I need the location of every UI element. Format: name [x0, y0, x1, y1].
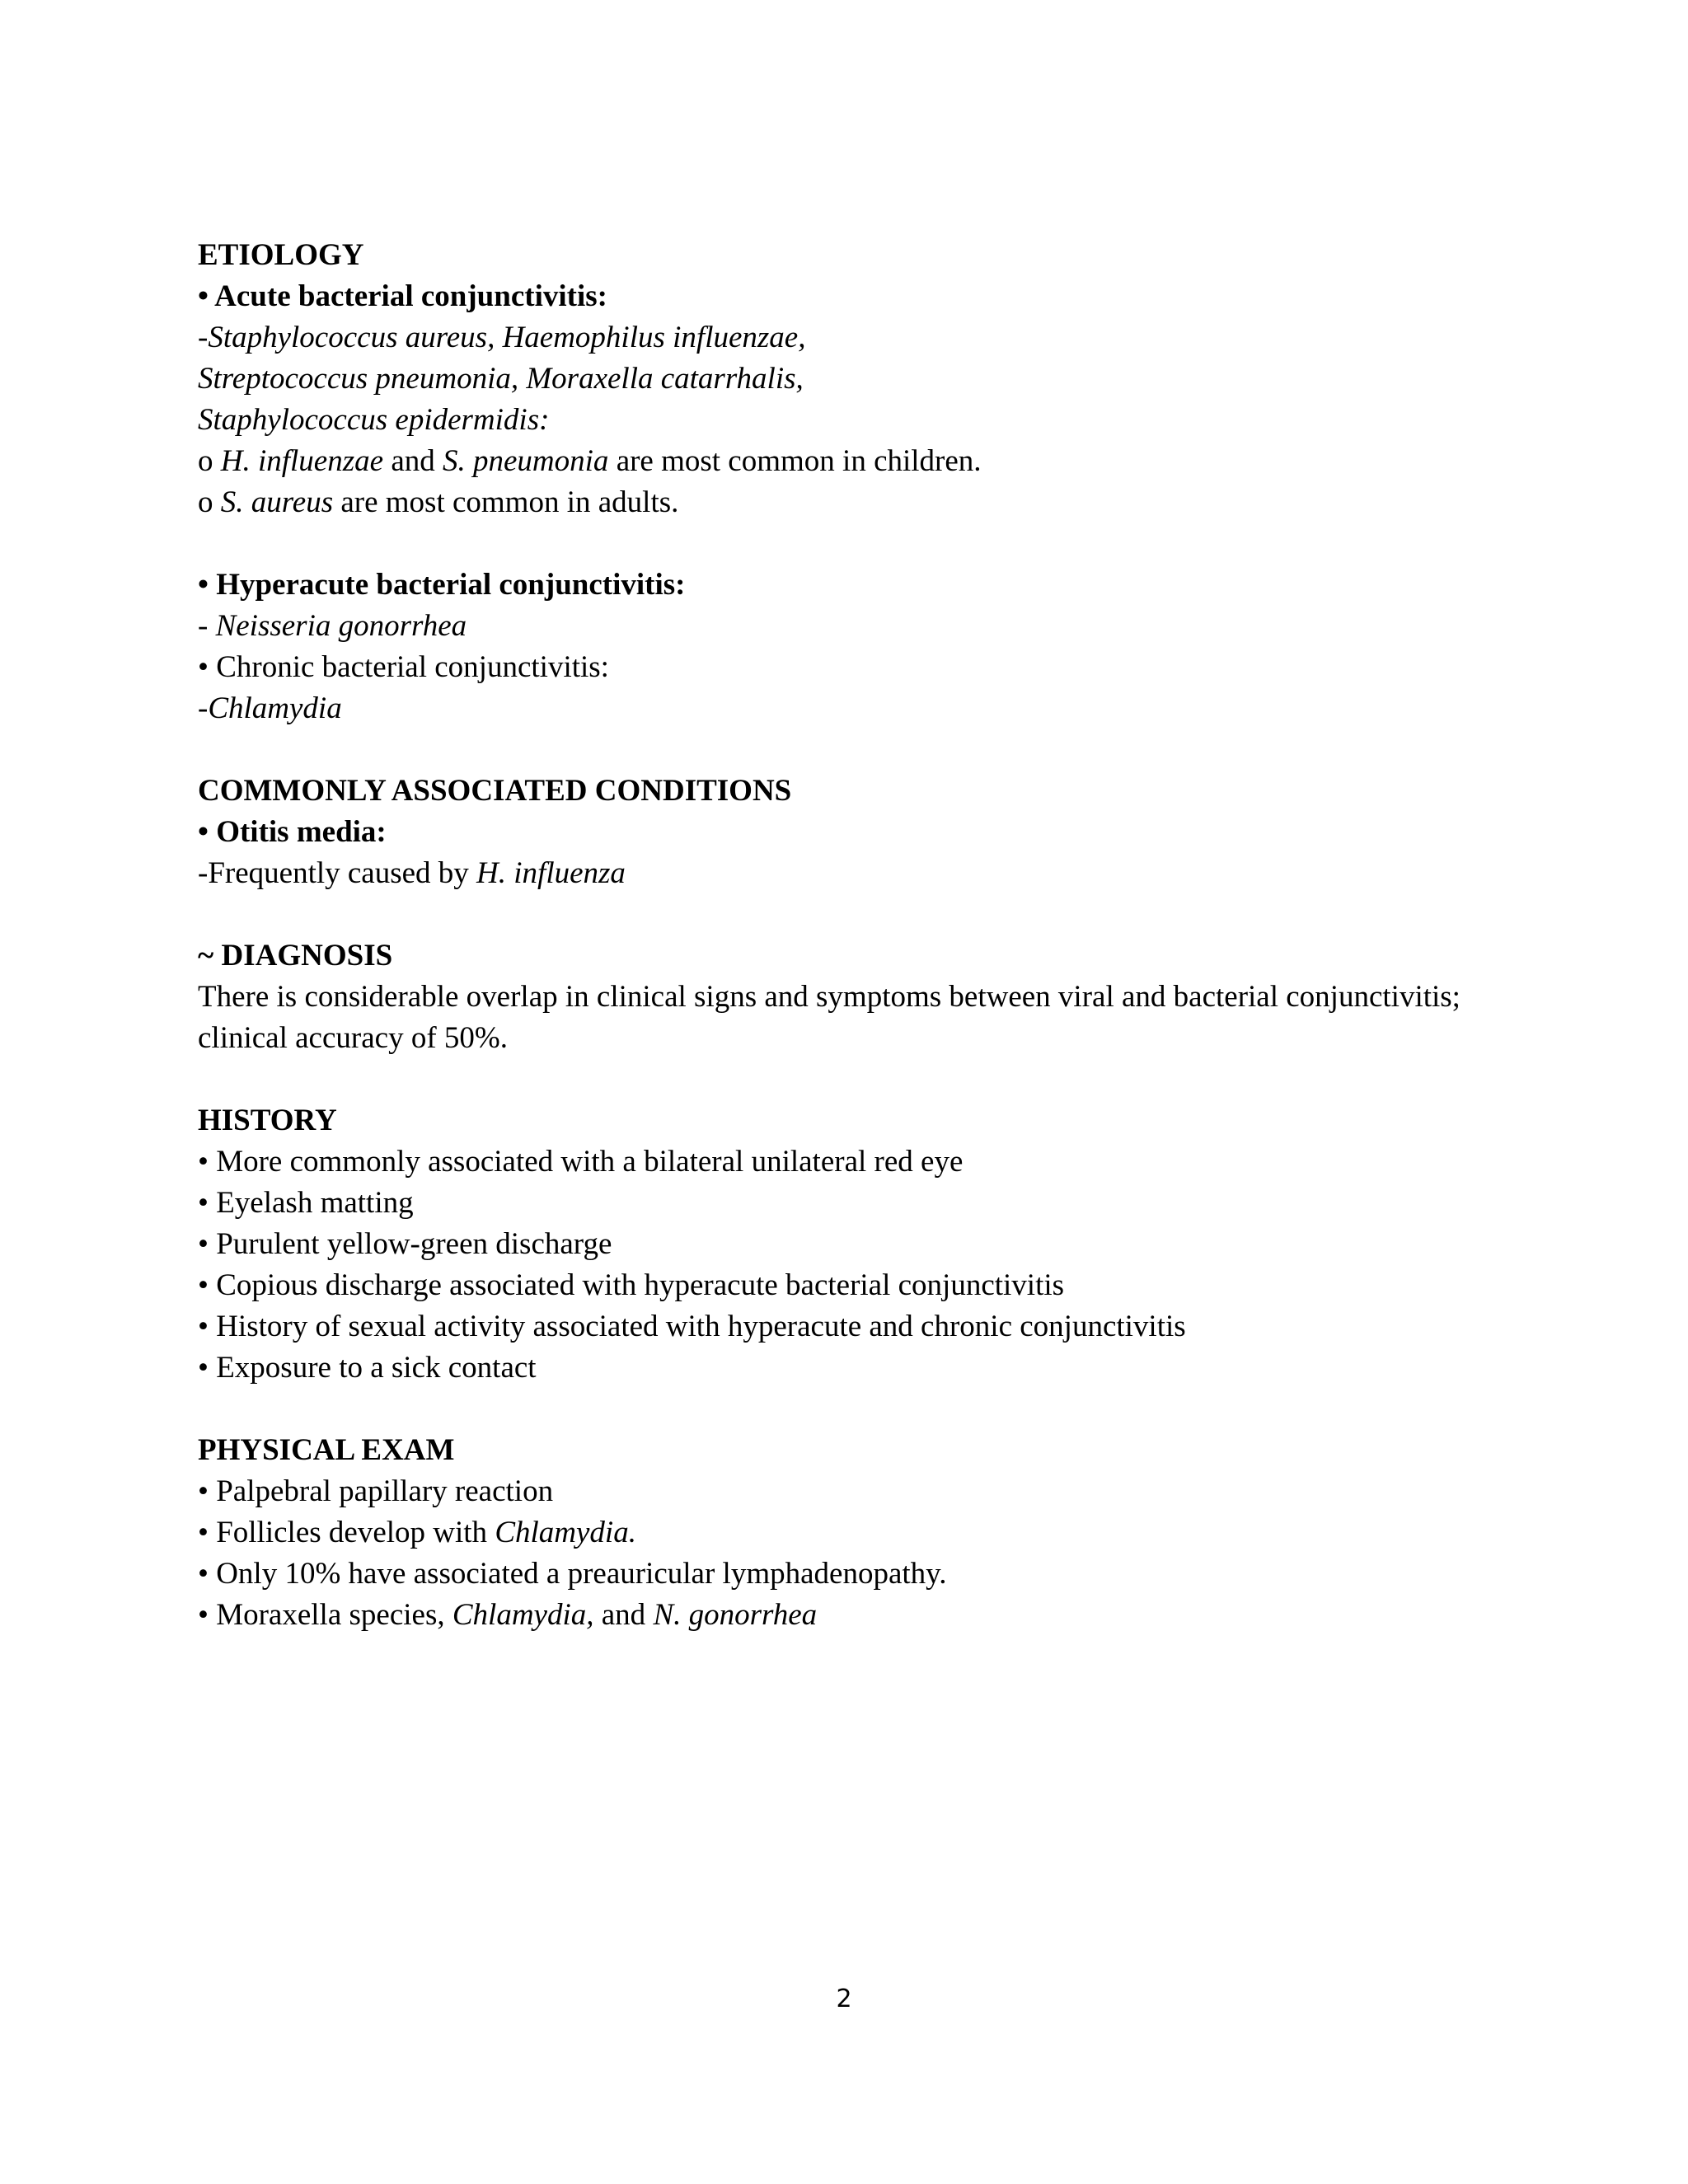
organism-s-aureus: S. aureus: [220, 485, 334, 519]
acute-note-children: [198, 441, 1484, 482]
acute-organisms-line-1: -Staphylococcus aureus, Haemophilus influenzae,: [198, 321, 806, 354]
page-content: [198, 235, 1484, 1636]
diagnosis-text: There is considerable overlap in clinical signs and symptoms between viral and bacterial conjunctivitis; clinical accuracy of 50%.: [198, 980, 1461, 1055]
otitis-media-text: [198, 853, 1484, 894]
page-number: 2: [836, 1985, 852, 2013]
note-connector: and: [383, 444, 443, 478]
note-prefix: o: [198, 485, 221, 519]
organism-h-influenzae: H. influenzae: [220, 444, 384, 478]
diagnosis-heading: ~ DIAGNOSIS: [198, 939, 393, 972]
spacer: [198, 729, 1484, 771]
organism-s-pneumonia: S. pneumonia: [443, 444, 609, 478]
hyperacute-label: • Hyperacute bacterial conjunctivitis:: [198, 568, 686, 602]
physical-exam-item: [198, 1512, 1484, 1554]
spacer: [198, 1059, 1484, 1100]
note-suffix: are most common in children.: [608, 444, 982, 478]
physical-exam-item: • Only 10% have associated a preauricular lymphadenopathy.: [198, 1557, 947, 1591]
organism-n-gonorrhea: N. gonorrhea: [653, 1598, 818, 1632]
note-suffix: are most common in adults.: [333, 485, 679, 519]
physical-exam-item: [198, 1595, 1484, 1636]
note-prefix: o: [198, 444, 221, 478]
organism-chlamydia: Chlamydia.: [495, 1516, 636, 1549]
item-prefix: • Moraxella species,: [198, 1598, 452, 1632]
associated-conditions-heading: COMMONLY ASSOCIATED CONDITIONS: [198, 774, 792, 808]
history-item: • Exposure to a sick contact: [198, 1351, 537, 1385]
otitis-media-label: • Otitis media:: [198, 815, 387, 849]
etiology-heading: ETIOLOGY: [198, 238, 364, 272]
spacer: [198, 1389, 1484, 1430]
physical-exam-item: • Palpebral papillary reaction: [198, 1474, 554, 1508]
otitis-media-prefix: -Frequently caused by: [198, 856, 477, 890]
item-prefix: • Follicles develop with: [198, 1516, 495, 1549]
organism-h-influenza: H. influenza: [476, 856, 626, 890]
physical-exam-heading: PHYSICAL EXAM: [198, 1433, 455, 1467]
chronic-organism: -Chlamydia: [198, 691, 342, 725]
acute-organisms-line-2: Streptococcus pneumonia, Moraxella catarrhalis,: [198, 362, 804, 396]
history-item: • History of sexual activity associated with hyperacute and chronic conjunctivitis: [198, 1310, 1186, 1343]
history-item: • Copious discharge associated with hyperacute bacterial conjunctivitis: [198, 1268, 1065, 1302]
acute-label: • Acute bacterial conjunctivitis:: [198, 279, 607, 313]
hyperacute-organism: - Neisseria gonorrhea: [198, 609, 467, 643]
organism-chlamydia: Chlamydia,: [452, 1598, 594, 1632]
history-heading: HISTORY: [198, 1104, 337, 1137]
acute-organisms-line-3: Staphylococcus epidermidis:: [198, 403, 550, 437]
spacer: [198, 523, 1484, 565]
spacer: [198, 894, 1484, 935]
chronic-label: • Chronic bacterial conjunctivitis:: [198, 650, 609, 684]
item-connector: and: [593, 1598, 654, 1632]
history-item: • More commonly associated with a bilateral unilateral red eye: [198, 1145, 964, 1179]
history-item: • Eyelash matting: [198, 1186, 414, 1220]
acute-note-adults: [198, 482, 1484, 523]
history-item: • Purulent yellow-green discharge: [198, 1227, 612, 1261]
